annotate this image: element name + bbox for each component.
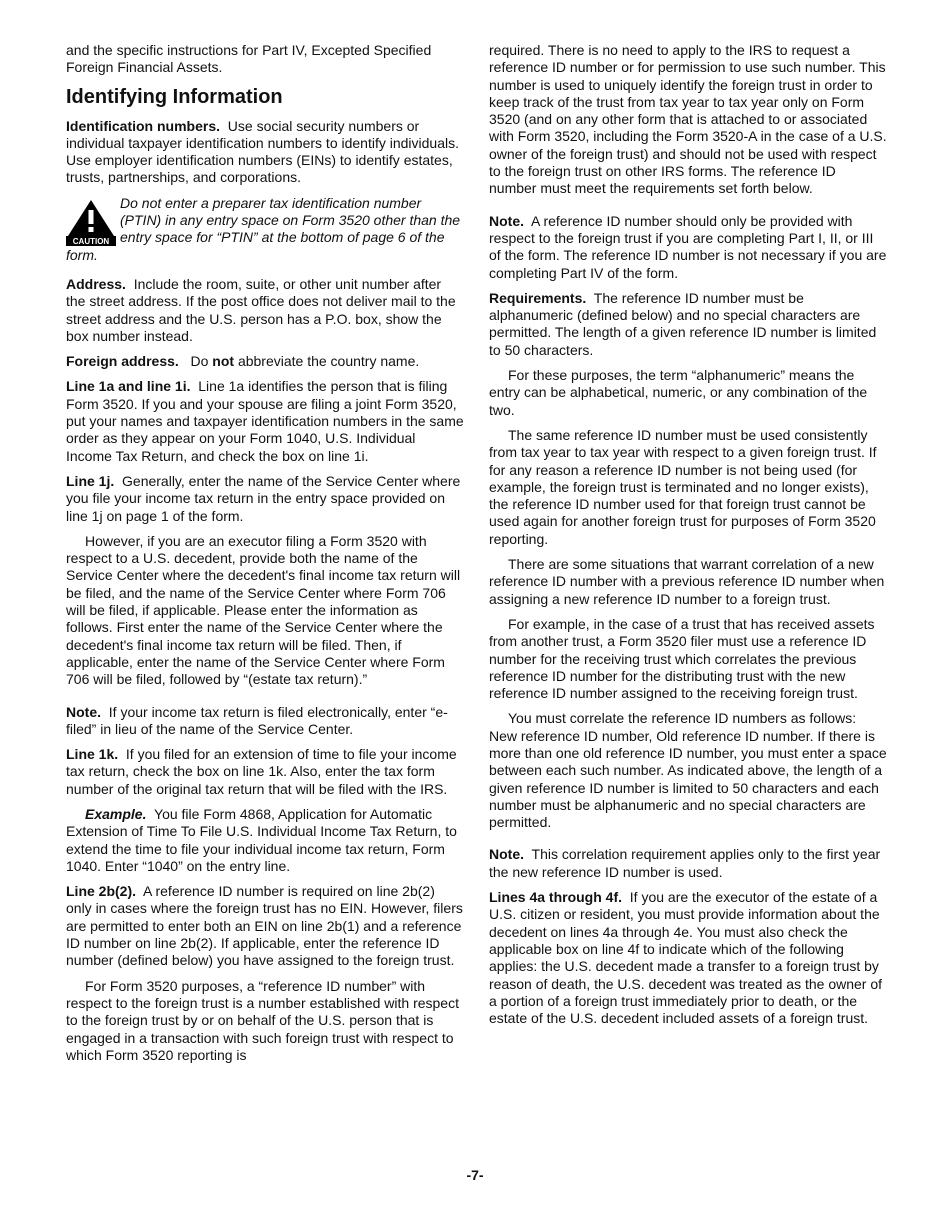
- situations-paragraph: There are some situations that warrant correlation of a new reference ID number with a previous reference ID number when assigning a new reference ID number to a foreign trust.: [489, 556, 885, 607]
- alphanumeric-paragraph: For these purposes, the term “alphanumeric” means the entry can be alphabetical, numeric, or any combination of the two.: [489, 367, 868, 418]
- note-1-text: If your income tax return is filed electronically, enter “e-filed” in lieu of the name of the Service Center.: [66, 703, 448, 737]
- address-paragraph: [66, 276, 464, 345]
- note-1-lead: Note.: [66, 703, 101, 720]
- identification-paragraph: [66, 118, 464, 187]
- left-column: [66, 42, 464, 1072]
- foreign-address-text-before: Do: [190, 353, 209, 370]
- lines-4a-4f-paragraph: [489, 889, 887, 1027]
- correlate-paragraph: You must correlate the reference ID numbers as follows: New reference ID number, Old reference ID number. If there is more than one old reference ID number, you must enter a space between each such number. As indicated above, the length of a given reference ID number is limited to 50 characters and each number must be alphanumeric and no special characters are permitted.: [489, 710, 887, 831]
- note-1-paragraph: [66, 704, 464, 739]
- caution-icon-label: CAUTION: [72, 236, 110, 246]
- example-lead: Example.: [85, 805, 147, 822]
- line-2b2-paragraph-2: For Form 3520 purposes, a “reference ID number” with respect to the foreign trust is a number established with respect to the foreign trust by or on behalf of the U.S. person that is engaged in a transaction with such foreign trust with respect to which Form 3520 reporting is: [66, 977, 459, 1063]
- line-2b2-paragraph: [66, 883, 464, 969]
- note-2-text: A reference ID number should only be provided with respect to the foreign trust if you are completing Part I, II, or III of the form. The reference ID number is not necessary if you are completing Part IV of the form.: [489, 212, 887, 281]
- page-number: -7-: [466, 1167, 484, 1183]
- same-reference-paragraph: The same reference ID number must be used consistently from tax year to tax year with respect to a given foreign trust. If for any reason a reference ID number is not being used (for example, the foreign trust is terminated and no longer exists), the reference ID number used for that foreign trust cannot be used again for another foreign trust for purposes of Form 3520 reporting.: [489, 426, 877, 547]
- identification-text: Use social security numbers or individual taxpayer identification numbers to identify individuals. Use employer identification numbers (EINs) to identify estates, trusts, partnerships, and corporations.: [66, 117, 459, 186]
- address-lead: Address.: [66, 275, 126, 292]
- foreign-address-lead: Foreign address.: [66, 353, 179, 370]
- line-1a-1i-text: Line 1a identifies the person that is filing Form 3520. If you and your spouse are filing a joint Form 3520, put your names and taxpayer identification numbers in the same order as they appear on your Form 1040, U.S. Individual Income Tax Return, and check the box on line 1i.: [66, 378, 464, 464]
- caution-text: Do not enter a preparer tax identification number (PTIN) in any entry space on Form 3520 other than the entry space for “PTIN” at the bottom of page 6 of the form.: [66, 194, 461, 263]
- foreign-address-text-after: abbreviate the country name.: [237, 353, 420, 370]
- lines-4a-4f-lead: Lines 4a through 4f.: [489, 889, 623, 906]
- line-1j-lead: Line 1j.: [66, 472, 115, 489]
- line-2b2-lead: Line 2b(2).: [66, 883, 137, 900]
- line-1j-paragraph: [66, 473, 464, 525]
- note-3-lead: Note.: [489, 846, 524, 863]
- note-3-paragraph: [489, 846, 887, 881]
- identification-lead: Identification numbers.: [66, 117, 221, 134]
- right-column: [489, 42, 887, 1035]
- intro-paragraph: and the specific instructions for Part IV, Excepted Specified Foreign Financial Assets.: [66, 42, 432, 76]
- example-paragraph: [66, 806, 464, 875]
- line-2b2-text: A reference ID number is required on line 2b(2) only in cases where the foreign trust has no EIN. However, filers are permitted to enter both an EIN on line 2b(1) and a reference ID number on line 2b(2). If applicable, enter the reference ID number (defined below) you have assigned to the foreign trust.: [66, 883, 463, 969]
- line-1k-lead: Line 1k.: [66, 746, 119, 763]
- section-heading: Identifying Information: [66, 85, 283, 108]
- foreign-address-bold-word: not: [212, 353, 235, 370]
- lines-4a-4f-text: If you are the executor of the estate of a U.S. citizen or resident, you must provide information about the decedent on lines 4a through 4e. You must also check the applicable box on line 4f to indicate which of the following applies: the U.S. decedent made a transfer to a foreign trust by reason of death, the U.S. decedent was treated as the owner of a portion of a foreign trust immediately prior to death, or the estate of the U.S. decedent included assets of a foreign trust.: [489, 889, 883, 1027]
- example-text: You file Form 4868, Application for Automatic Extension of Time To File U.S. Individual Income Tax Return, to extend the time to file your individual income tax return, Form 1040. Enter “1040” on the entry line.: [66, 805, 457, 874]
- address-text: Include the room, suite, or other unit number after the street address. If the post office does not deliver mail to the street address and the U.S. person has a P.O. box, show the box number instead.: [66, 275, 456, 344]
- note-2-lead: Note.: [489, 212, 524, 229]
- line-1k-text: If you filed for an extension of time to file your income tax return, check the box on line 1k. Also, enter the tax form number of the original tax return that will be filed with the IRS.: [66, 746, 457, 797]
- example-trust-paragraph: For example, in the case of a trust that has received assets from another trust, a Form 3520 filer must use a reference ID number for the receiving trust which correlates the previous reference ID number for the distributing trust with the new reference ID number assigned to the receiving foreign trust.: [489, 615, 875, 702]
- foreign-address-paragraph: [66, 353, 464, 370]
- continued-paragraph: required. There is no need to apply to the IRS to request a reference ID number or for permission to use such number. This number is used to uniquely identify the foreign trust in order to keep track of the trust from tax year to tax year only on Form 3520 (and on any other form that is attached to or associated with Form 3520, including the Form 3520-A in the case of a U.S. owner of the foreign trust) and should not be used with respect to the foreign trust on other IRS forms. The reference ID number must meet the requirements set forth below.: [489, 42, 887, 197]
- requirements-text: The reference ID number must be alphanumeric (defined below) and no special characters are permitted. The length of a given reference ID number is limited to 50 characters.: [489, 289, 877, 358]
- note-2-paragraph: [489, 213, 887, 282]
- note-3-text: This correlation requirement applies only to the first year the new reference ID number is used.: [489, 846, 881, 880]
- caution-box: [66, 195, 464, 264]
- requirements-paragraph: [489, 290, 887, 359]
- line-1a-1i-lead: Line 1a and line 1i.: [66, 378, 191, 395]
- requirements-lead: Requirements.: [489, 289, 587, 306]
- caution-icon: [66, 198, 116, 246]
- line-1k-paragraph: [66, 746, 464, 798]
- line-1j-paragraph-2: However, if you are an executor filing a Form 3520 with respect to a U.S. decedent, provide both the name of the Service Center where the decedent's final income tax return will be filed, and the name of the Service Center where Form 706 will be filed, if applicable. Please enter the information as follows. First enter the name of the Service Center where the decedent's final income tax return will be filed. Then, if applicable, enter the name of the Service Center where Form 706 will be filed, followed by “(estate tax return).”: [66, 532, 461, 688]
- line-1a-1i-paragraph: [66, 378, 464, 464]
- line-1j-text: Generally, enter the name of the Service Center where you file your income tax return in the entry space provided on line 1j on page 1 of the form.: [66, 472, 461, 524]
